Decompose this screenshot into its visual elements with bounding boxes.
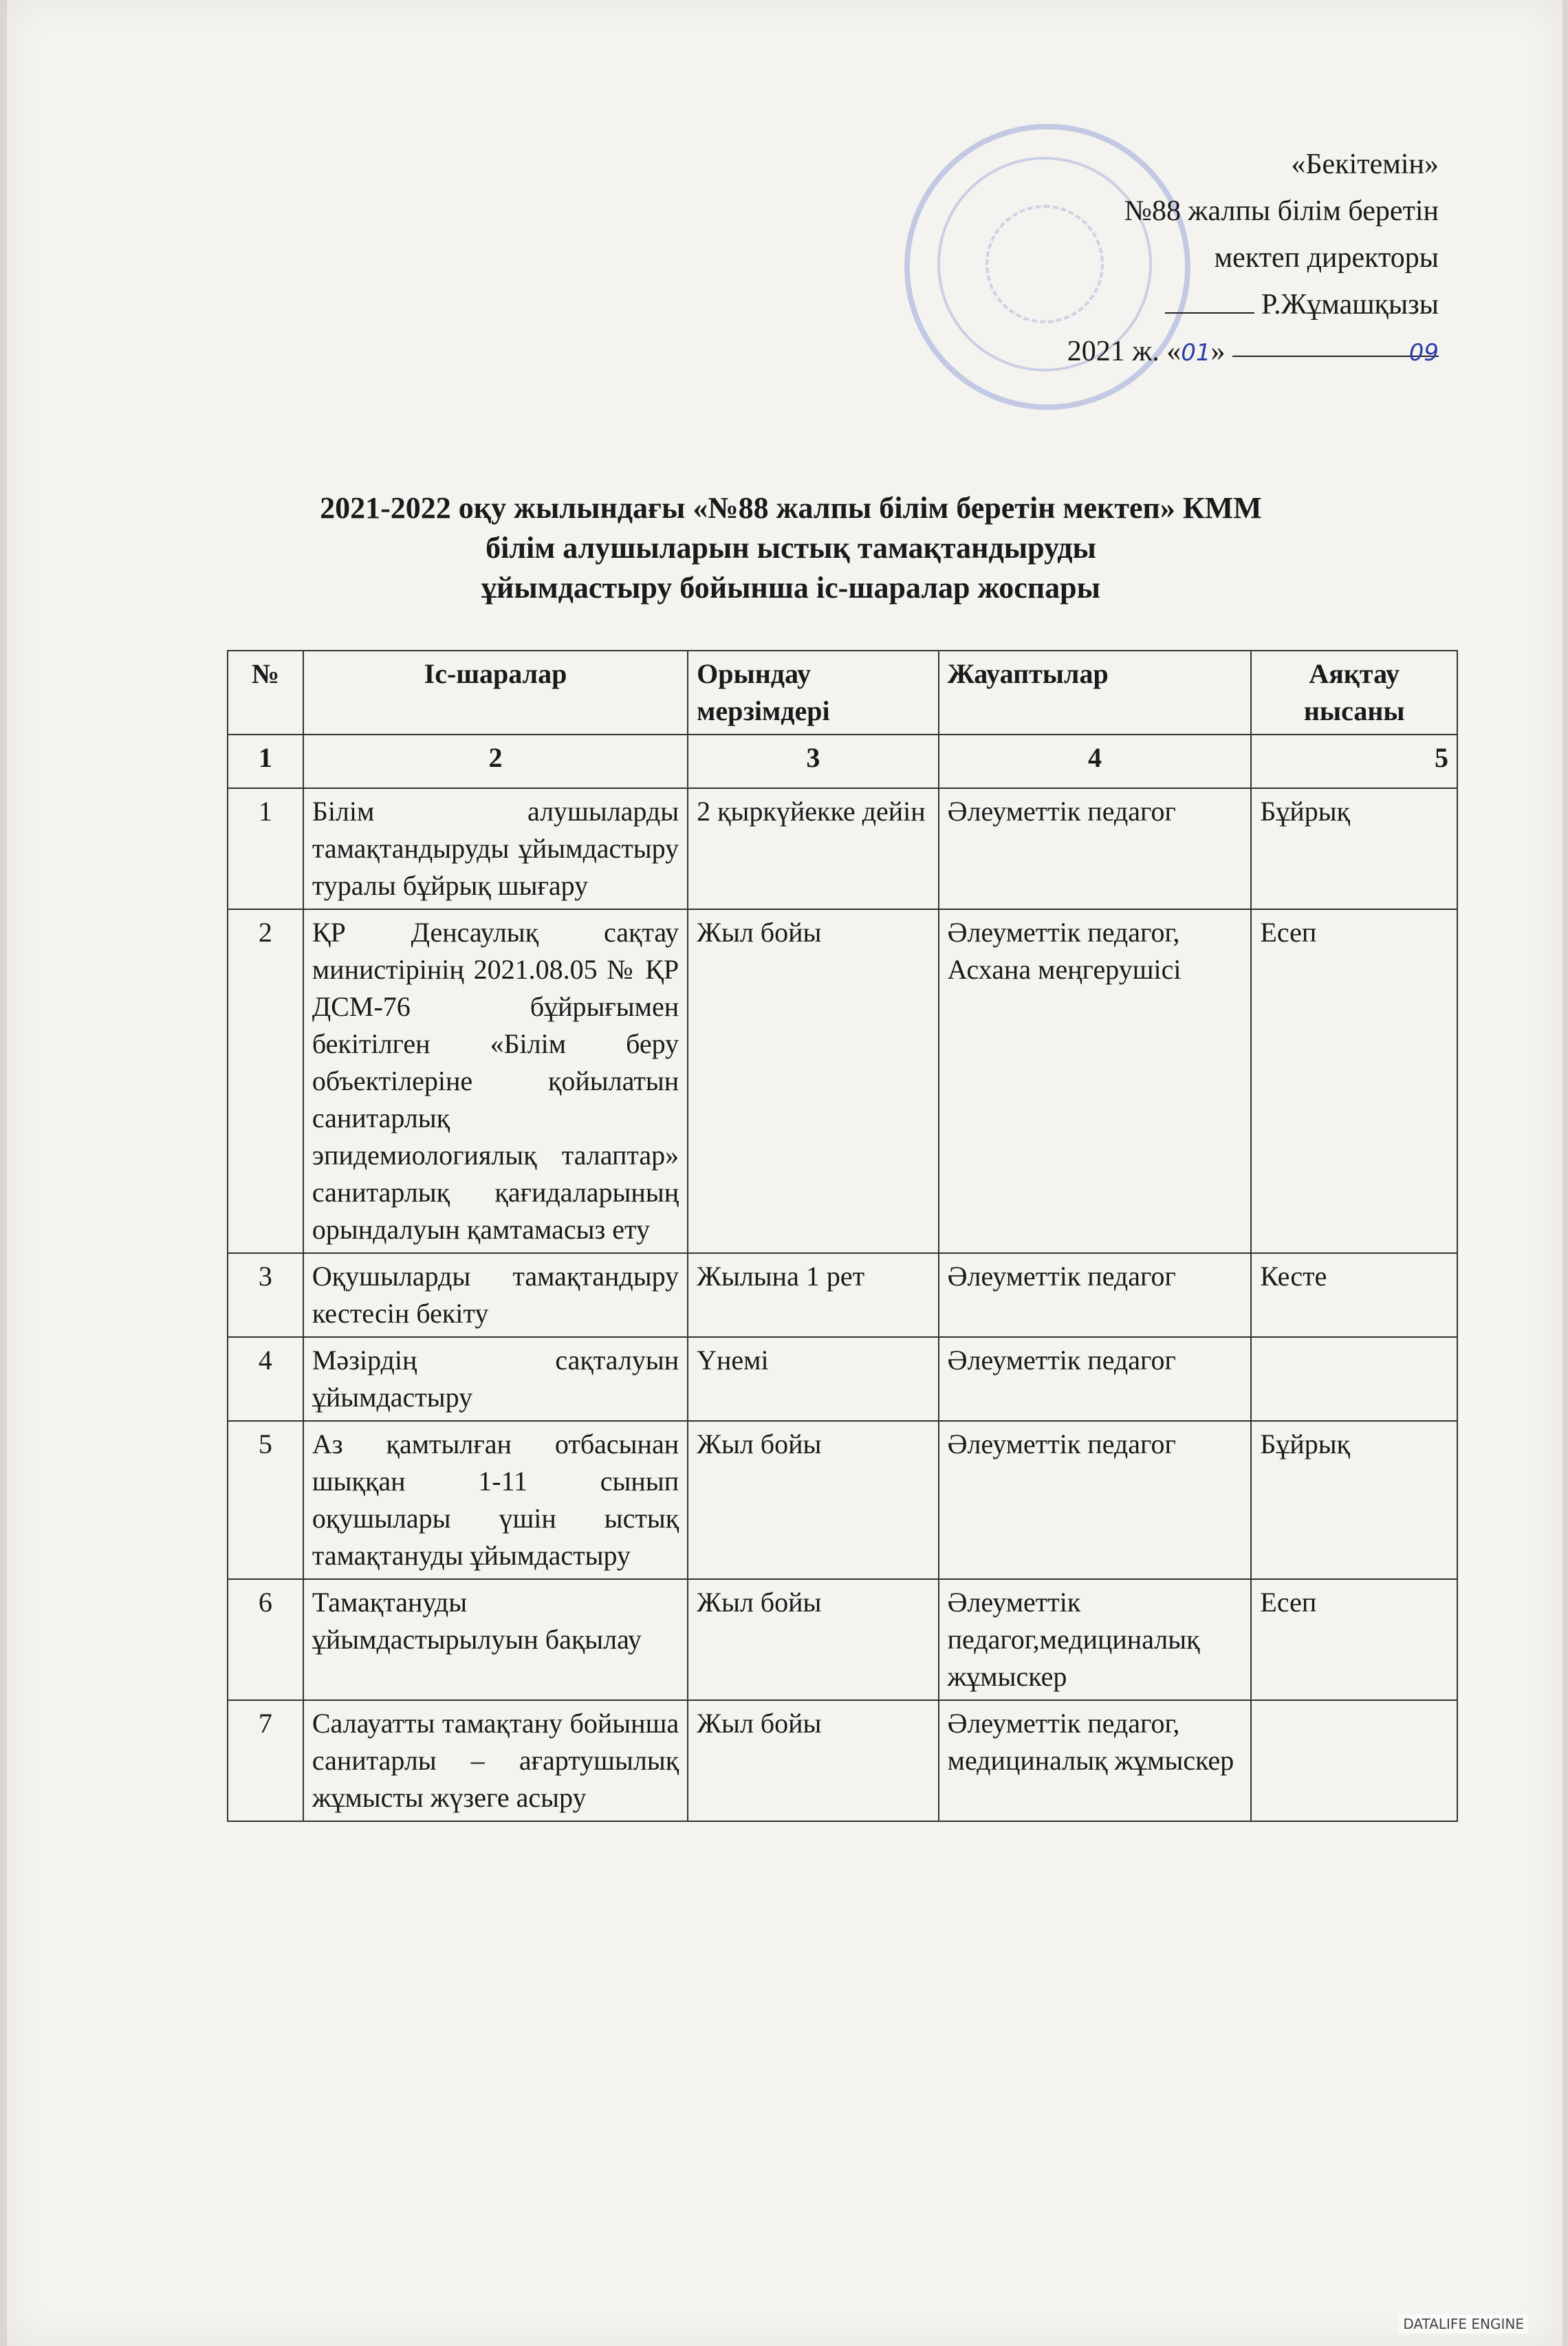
table-row: [228, 1579, 1457, 1700]
watermark-logo: DATALIFE ENGINE: [1399, 2314, 1528, 2334]
approval-line1: №88 жалпы білім беретін: [1124, 195, 1439, 227]
approval-label: «Бекітемін»: [1291, 149, 1439, 180]
row-event: Аз қамтылған отбасынан шыққан 1-11 сынып оқушылары үшін ыстық тамақтануды ұйымдастыру: [303, 1421, 688, 1579]
approval-date: 2021 ж. «01» 09: [820, 328, 1439, 376]
row-term: Үнемі: [688, 1337, 939, 1421]
signature-blank: [1165, 285, 1254, 314]
row-event: Салауатты тамақтану бойынша санитарлы – ағартушылық жұмысты жүзеге асыру: [303, 1700, 688, 1821]
row-event: Тамақтануды ұйымдастырылуын бақылау: [303, 1579, 688, 1700]
approval-month: 09: [1408, 339, 1439, 367]
table-row: [228, 1337, 1457, 1421]
row-term: Жылына 1 рет: [688, 1253, 939, 1337]
row-form: [1251, 1337, 1457, 1421]
row-number: 4: [228, 1337, 303, 1421]
row-event: Мәзірдің сақталуын ұйымдастыру: [303, 1337, 688, 1421]
row-responsible: Әлеуметтік педагог, Асхана меңгерушісі: [939, 909, 1252, 1253]
row-responsible: Әлеуметтік педагог: [939, 1253, 1252, 1337]
row-number: 7: [228, 1700, 303, 1821]
row-event: Оқушыларды тамақтандыру кестесін бекіту: [303, 1253, 688, 1337]
index-cell: 4: [939, 735, 1252, 788]
row-form: Бұйрық: [1251, 1421, 1457, 1579]
table-row: [228, 1253, 1457, 1337]
header-term: Орындау мерзімдері: [688, 651, 939, 735]
row-responsible: Әлеуметтік педагог: [939, 1337, 1252, 1421]
approval-day: 01: [1181, 339, 1211, 367]
table-row: [228, 1421, 1457, 1579]
row-term: Жыл бойы: [688, 1421, 939, 1579]
approval-year: 2021 ж.: [1067, 336, 1159, 367]
title-line1: 2021-2022 оқу жылындағы «№88 жалпы білім беретін мектеп» КММ: [320, 491, 1262, 525]
row-number: 6: [228, 1579, 303, 1700]
row-term: 2 қыркүйекке дейін: [688, 788, 939, 909]
index-cell: 3: [688, 735, 939, 788]
director-name: Р.Жұмашқызы: [1261, 289, 1439, 321]
row-form: Есеп: [1251, 1579, 1457, 1700]
document-page: [7, 0, 1562, 2346]
row-form: Кесте: [1251, 1253, 1457, 1337]
header-responsible: Жауаптылар: [939, 651, 1252, 735]
row-event: Білім алушыларды тамақтандыруды ұйымдастыру туралы бұйрық шығару: [303, 788, 688, 909]
table-header-row: [228, 651, 1457, 735]
header-num: №: [228, 651, 303, 735]
table-index-row: [228, 735, 1457, 788]
row-number: 5: [228, 1421, 303, 1579]
row-form: Есеп: [1251, 909, 1457, 1253]
plan-table: [227, 650, 1458, 1822]
row-form: [1251, 1700, 1457, 1821]
index-cell: 2: [303, 735, 688, 788]
header-form: Аяқтау нысаны: [1251, 651, 1457, 735]
table-row: [228, 909, 1457, 1253]
table-row: [228, 1700, 1457, 1821]
title-line2: білім алушыларын ыстық тамақтандыруды: [486, 531, 1096, 565]
table-row: [228, 788, 1457, 909]
approval-line2: мектеп директоры: [1214, 242, 1439, 274]
document-title: [7, 488, 1568, 608]
row-responsible: Әлеуметтік педагог,медициналық жұмыскер: [939, 1579, 1252, 1700]
row-event: ҚР Денсаулық сақтау министірінің 2021.08.05 № ҚР ДСМ-76 бұйрығымен бекітілген «Білім беру объектілеріне қойылатын санитарлық эпидемиологиялық талаптар» санитарлық қағидаларының орындалуын қамтамасыз ету: [303, 909, 688, 1253]
row-number: 2: [228, 909, 303, 1253]
approval-signature-line: [820, 281, 1439, 328]
row-responsible: Әлеуметтік педагог: [939, 788, 1252, 909]
index-cell: 5: [1251, 735, 1457, 788]
row-form: Бұйрық: [1251, 788, 1457, 909]
header-event: Іс-шаралар: [303, 651, 688, 735]
row-number: 3: [228, 1253, 303, 1337]
row-responsible: Әлеуметтік педагог, медициналық жұмыскер: [939, 1700, 1252, 1821]
index-cell: 1: [228, 735, 303, 788]
title-line3: ұйымдастыру бойынша іс-шаралар жоспары: [481, 571, 1101, 605]
row-term: Жыл бойы: [688, 1700, 939, 1821]
row-responsible: Әлеуметтік педагог: [939, 1421, 1252, 1579]
row-term: Жыл бойы: [688, 909, 939, 1253]
approval-block: [820, 141, 1439, 376]
row-term: Жыл бойы: [688, 1579, 939, 1700]
row-number: 1: [228, 788, 303, 909]
